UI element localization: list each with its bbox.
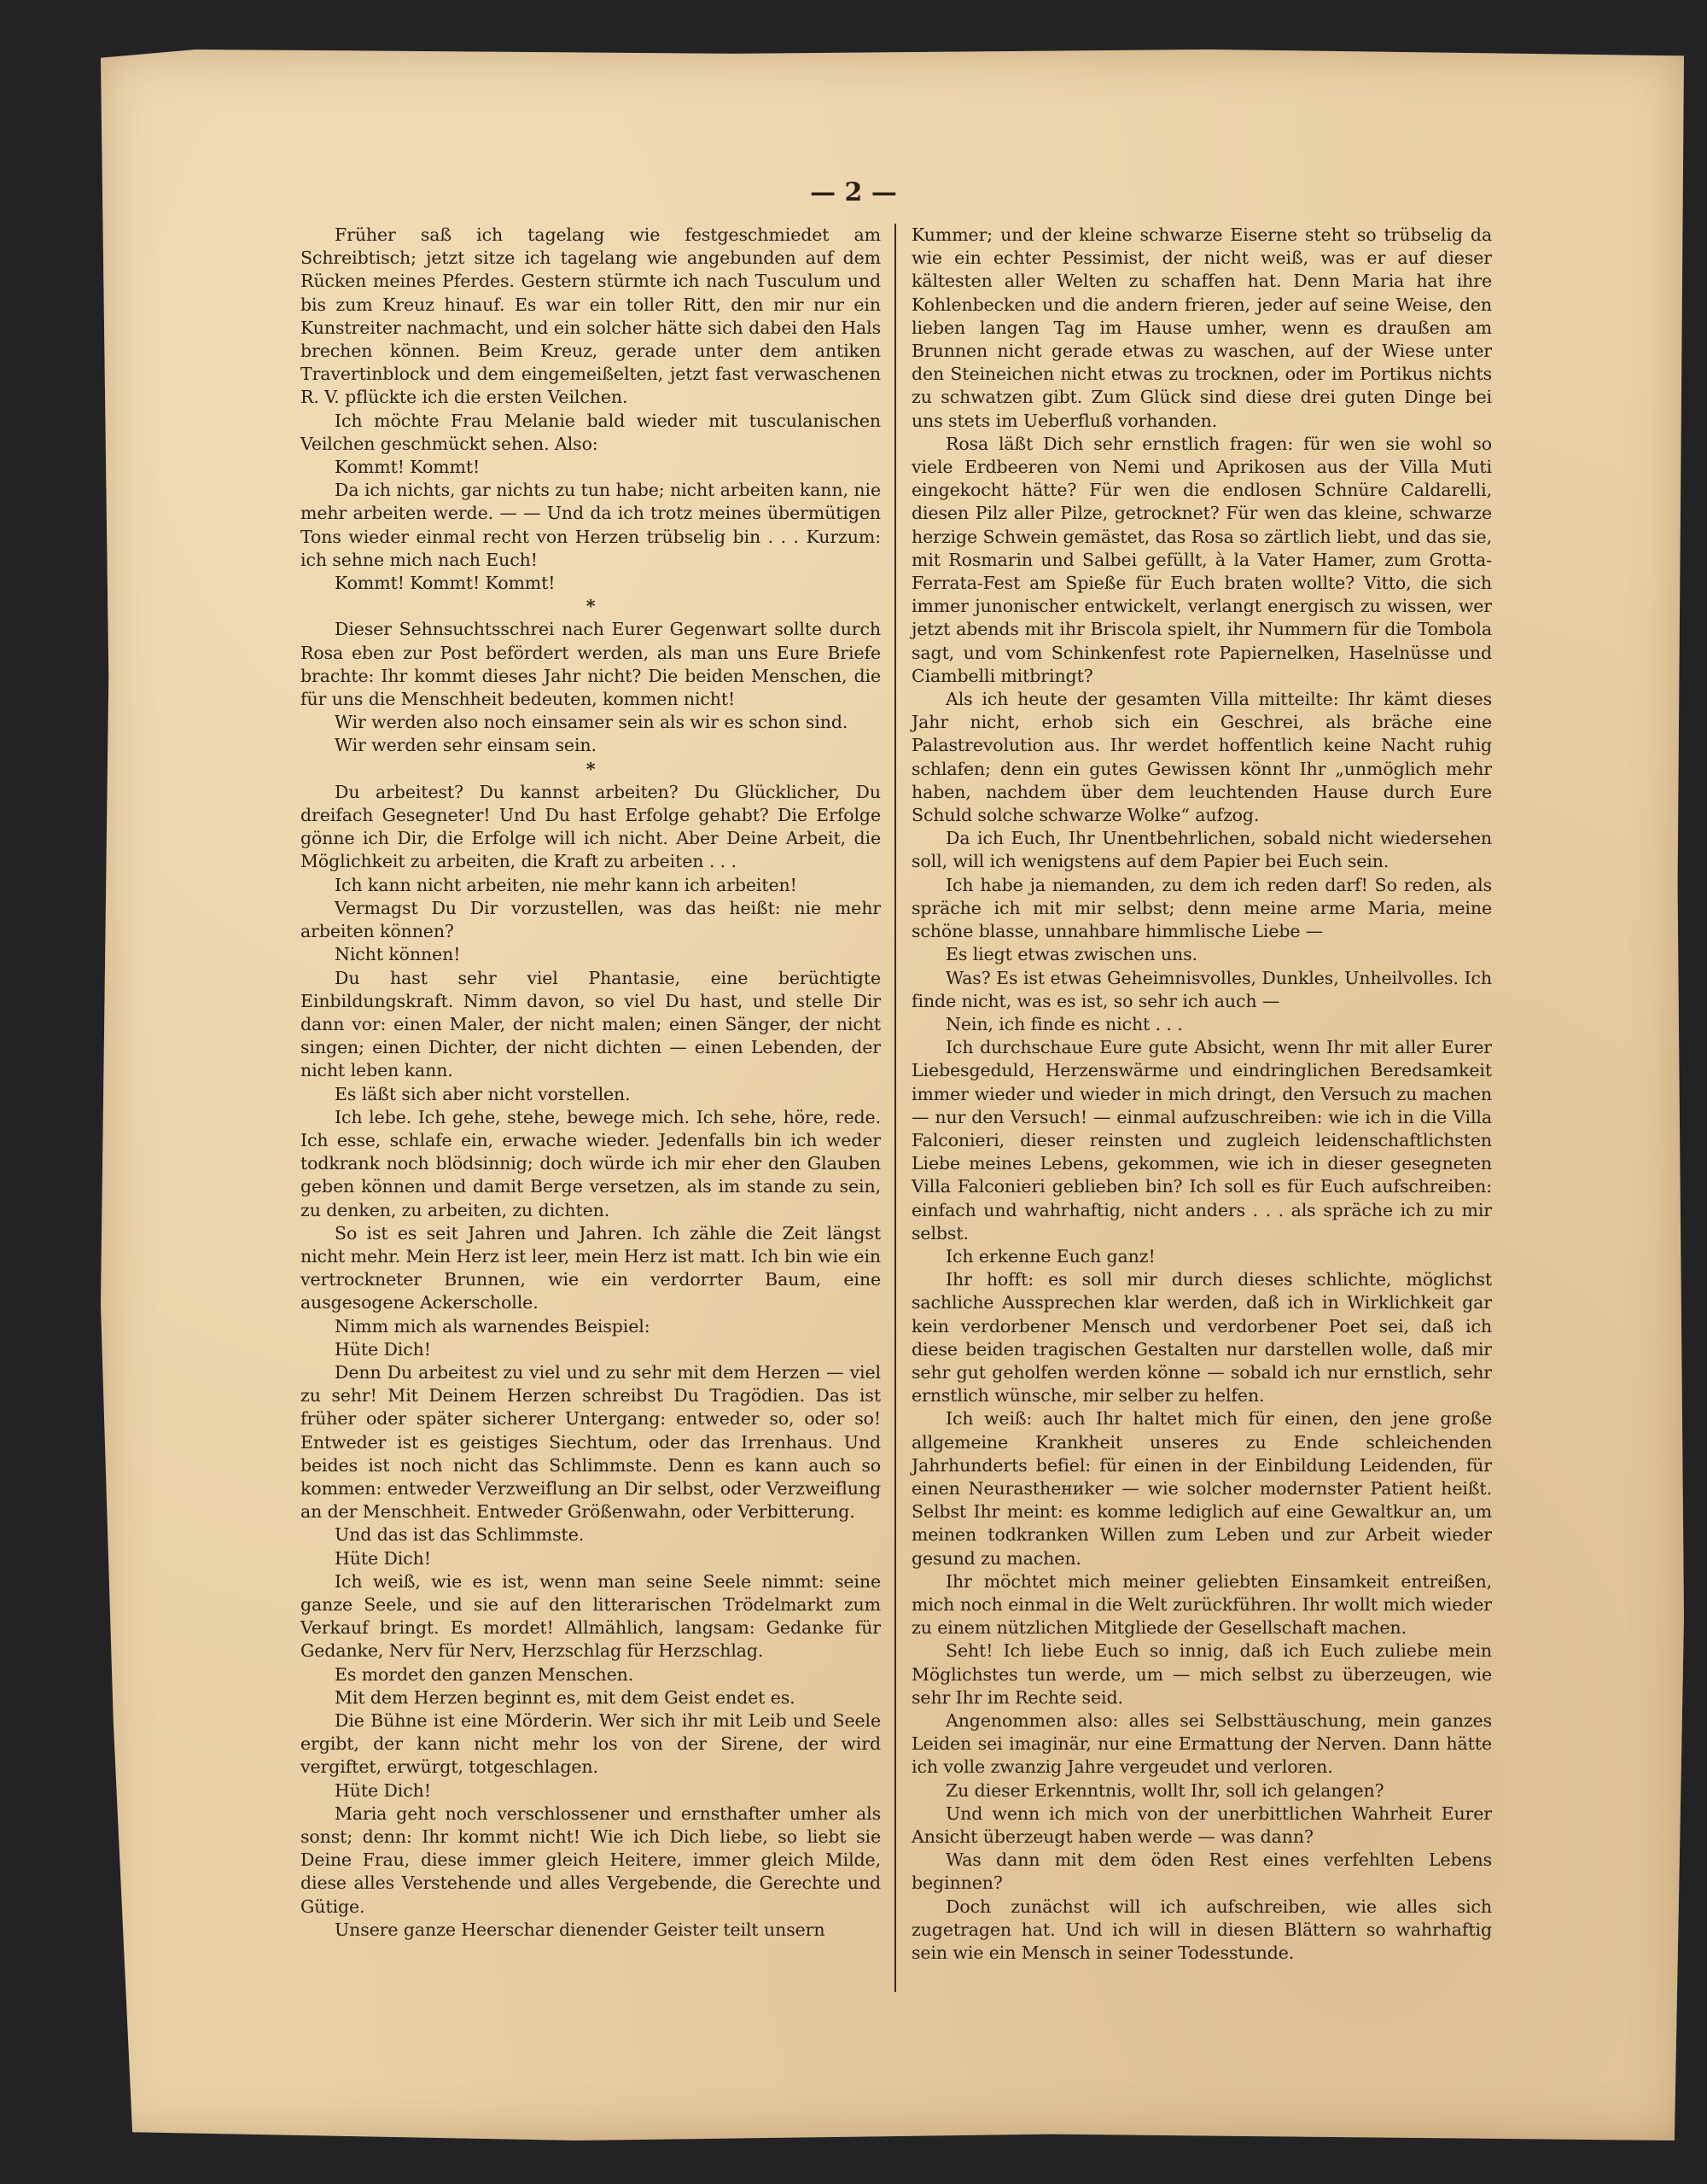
paragraph: Ich kann nicht arbeiten, nie mehr kann ich arbeiten! xyxy=(335,874,797,895)
paragraph: Da ich nichts, gar nichts zu tun habe; nicht arbeiten kann, nie mehr arbeiten werde. — — Und da ich trotz meines übermütigen Tons wieder einmal recht von Herzen trübselig bin . . . Kurzum: ich sehne mich nach Euch! xyxy=(300,480,881,570)
paragraph: Hüte Dich! xyxy=(335,1779,431,1801)
paragraph: Seht! Ich liebe Euch so innig, daß ich Euch zuliebe mein Möglichstes tun werde, um — mich selbst zu überzeugen, wie sehr Ihr im Rechte seid. xyxy=(912,1640,1492,1708)
paragraph: Du arbeitest? Du kannst arbeiten? Du Glücklicher, Du dreifach Gesegneter! Und Du hast Erfolge gehabt? Die Erfolge gönne ich Dir, die Erfolge will ich nicht. Aber Deine Arbeit, die Möglichkeit zu arbeiten, die Kraft zu arbeiten . . . xyxy=(300,781,881,872)
paragraph: Denn Du arbeitest zu viel und zu sehr mit dem Herzen — viel zu sehr! Mit Deinem Herzen schreibst Du Tragödien. Das ist früher oder später sicherer Untergang: entweder so, oder so! Entweder ist es geistiges Siechtum, oder das Irrenhaus. Und beides ist noch nicht das Schlimmste. Denn es kann auch so kommen: entweder Verzweiflung an Dir selbst, oder Verzweiflung an der Menschheit. Entweder Größenwahn, oder Verbitterung. xyxy=(300,1361,881,1523)
paragraph: Ich weiß, wie es ist, wenn man seine Seele nimmt: seine ganze Seele, und sie auf den litterarischen Trödelmarkt zum Verkauf bringt. Es mordet! Allmählich, langsam: Gedanke für Gedanke, Nerv für Nerv, Herzschlag für Herzschlag. xyxy=(300,1570,881,1662)
paragraph: Ich weiß: auch Ihr haltet mich für einen, den jene große allgemeine Krankheit unseres zu Ende schleichenden Jahrhunderts befiel: für einen in der Einbildung Leidenden, für einen Neurasthениker — wie solcher modernster Patient heißt. Selbst Ihr meint: es komme lediglich auf eine Gewaltkur an, um meinen todkranken Willen zum Leben und zur Arbeit wieder gesund zu machen. xyxy=(912,1408,1492,1569)
paragraph: Vermagst Du Dir vorzustellen, was das heißt: nie mehr arbeiten können? xyxy=(300,897,881,942)
paragraph: Hüte Dich! xyxy=(335,1338,431,1360)
paragraph: Nein, ich finde es nicht . . . xyxy=(946,1013,1183,1034)
paragraph: Zu dieser Erkenntnis, wollt Ihr, soll ich gelangen? xyxy=(946,1779,1384,1801)
section-separator: * xyxy=(586,758,596,779)
paragraph: Maria geht noch verschlossener und ernsthafter umher als sonst; denn: Ihr kommt nicht! Wie ich Dich liebe, so liebt sie Deine Frau, diese immer gleich Heitere, immer gleich Milde, diese alles Verstehende und alles Vergebende, die Gerechte und Gütige. xyxy=(300,1803,881,1917)
right-text-column xyxy=(912,224,1492,1965)
paragraph: Es mordet den ganzen Menschen. xyxy=(335,1663,634,1685)
paragraph: Nicht können! xyxy=(335,944,461,965)
page-number: — 2 — xyxy=(810,178,897,207)
section-separator: * xyxy=(586,596,596,617)
paragraph: Die Bühne ist eine Mörderin. Wer sich ihr mit Leib und Seele ergibt, der kann nicht mehr los von der Sirene, der wird vergiftet, erwürgt, totgeschlagen. xyxy=(300,1710,881,1778)
paragraph: Angenommen also: alles sei Selbsttäuschung, mein ganzes Leiden sei imaginär, nur eine Ermattung der Nerven. Dann hätte ich volle zwanzig Jahre vergeudet und verloren. xyxy=(912,1710,1492,1778)
paragraph: Kummer; und der kleine schwarze Eiserne steht so trübselig da wie ein echter Pessimist, der nicht weiß, was er auf dieser kältesten aller Welten zu schaffen hat. Denn Maria hat ihre Kohlenbecken und die andern frieren, jeder auf seine Weise, den lieben langen Tag im Hause umher, wenn es draußen am Brunnen nicht gerade etwas zu waschen, auf der Wiese unter den Steineichen nicht etwas zu trocknen, oder im Portikus nichts zu schwatzen gibt. Zum Glück sind diese drei guten Dinge bei uns stets im Ueberfluß vorhanden. xyxy=(912,224,1492,431)
paragraph: Früher saß ich tagelang wie festgeschmiedet am Schreibtisch; jetzt sitze ich tagelang wie angebunden auf dem Rücken meines Pferdes. Gestern stürmte ich nach Tusculum und bis zum Kreuz hinauf. Es war ein toller Ritt, den mir nur ein Kunstreiter nachmacht, und ein solcher hätte sich dabei den Hals brechen können. Beim Kreuz, gerade unter dem antiken Travertinblock und dem eingemeißelten, jetzt fast verwaschenen R. V. pflückte ich die ersten Veilchen. xyxy=(300,224,881,408)
paragraph: Wir werden also noch einsamer sein als wir es schon sind. xyxy=(335,712,848,733)
paragraph: Wir werden sehr einsam sein. xyxy=(335,735,597,756)
paragraph: Hüte Dich! xyxy=(335,1547,431,1569)
paragraph: Doch zunächst will ich aufschreiben, wie alles sich zugetragen hat. Und ich will in diesen Blättern so wahrhaftig sein wie ein Mensch in seiner Todesstunde. xyxy=(912,1896,1492,1964)
paragraph: Ich durchschaue Eure gute Absicht, wenn Ihr mit aller Eurer Liebesgeduld, Herzenswärme und eindringlichen Beredsamkeit immer wieder und wieder in mich dringt, den Versuch zu machen — nur den Versuch! — einmal aufzuschreiben: wie ich in die Villa Falconieri, dieser reinsten und zugleich leidenschaftlichsten Liebe meines Lebens, gekommen, wie ich in dieser gesegneten Villa Falconieri geblieben bin? Ich soll es für Euch aufschreiben: einfach und wahrhaftig, nicht anders . . . als spräche ich zu mir selbst. xyxy=(912,1037,1492,1243)
paragraph: Was? Es ist etwas Geheimnisvolles, Dunkles, Unheilvolles. Ich finde nicht, was es ist, so sehr ich auch — xyxy=(912,967,1492,1011)
paragraph: Und das ist das Schlimmste. xyxy=(335,1524,585,1546)
paragraph: Mit dem Herzen beginnt es, mit dem Geist endet es. xyxy=(335,1686,795,1708)
paragraph: Ich habe ja niemanden, zu dem ich reden darf! So reden, als spräche ich mit mir selbst; denn meine arme Maria, meine schöne blasse, unnahbare himmlische Liebe — xyxy=(912,874,1492,942)
paragraph: Unsere ganze Heerschar dienender Geister teilt unsern xyxy=(335,1919,825,1940)
paragraph: Und wenn ich mich von der unerbittlichen Wahrheit Eurer Ansicht überzeugt haben werde — was dann? xyxy=(912,1803,1492,1848)
paragraph: Was dann mit dem öden Rest eines verfehlten Lebens beginnen? xyxy=(912,1849,1492,1894)
paragraph: Du hast sehr viel Phantasie, eine berüchtigte Einbildungskraft. Nimm davon, so viel Du hast, und stelle Dir dann vor: einen Maler, der nicht malen; einen Sänger, der nicht singen; einen Dichter, der nicht dichten — einen Lebenden, der nicht leben kann. xyxy=(300,967,881,1081)
paragraph: Kommt! Kommt! Kommt! xyxy=(335,573,556,594)
paragraph: Dieser Sehnsuchtsschrei nach Eurer Gegenwart sollte durch Rosa eben zur Post befördert werden, als man uns Eure Briefe brachte: Ihr kommt dieses Jahr nicht? Die beiden Menschen, die für uns die Menschheit bedeuten, kommen nicht! xyxy=(300,619,881,710)
paragraph: Ihr möchtet mich meiner geliebten Einsamkeit entreißen, mich noch einmal in die Welt zurückführen. Ihr wollt mich wieder zu einem nützlichen Mitgliede der Gesellschaft machen. xyxy=(912,1570,1492,1639)
paragraph: Als ich heute der gesamten Villa mitteilte: Ihr kämt dieses Jahr nicht, erhob sich ein Geschrei, als bräche eine Palastrevolution aus. Ihr werdet hoffentlich keine Nacht ruhig schlafen; denn ein gutes Gewissen könnt Ihr „unmöglich mehr haben, nachdem über dem leuchtenden Hause durch Eure Schuld solche schwarze Wolke“ aufzog. xyxy=(912,689,1492,826)
paragraph: Nimm mich als warnendes Beispiel: xyxy=(335,1315,650,1337)
paragraph: So ist es seit Jahren und Jahren. Ich zähle die Zeit längst nicht mehr. Mein Herz ist leer, mein Herz ist matt. Ich bin wie ein vertrockneter Brunnen, wie ein verdorrter Baum, eine ausgesogene Ackerscholle. xyxy=(300,1222,881,1313)
paragraph: Ich möchte Frau Melanie bald wieder mit tusculanischen Veilchen geschmückt sehen. Also: xyxy=(300,410,881,454)
paragraph: Ich lebe. Ich gehe, stehe, bewege mich. Ich sehe, höre, rede. Ich esse, schlafe ein, erwache wieder. Jedenfalls bin ich weder todkrank noch blödsinnig; doch würde ich mir eher den Glauben geben können und damit Berge versetzen, als im stande zu sein, zu denken, zu arbeiten, zu dichten. xyxy=(300,1106,881,1220)
paragraph: Ich erkenne Euch ganz! xyxy=(946,1245,1156,1267)
left-text-column xyxy=(300,224,881,1942)
paragraph: Rosa läßt Dich sehr ernstlich fragen: für wen sie wohl so viele Erdbeeren von Nemi und Aprikosen aus der Villa Muti eingekocht hätte? Für wen die endlosen Schnüre Caldarelli, diesen Pilz aller Pilze, getrocknet? Für wen das kleine, schwarze herzige Schwein gemästet, das Rosa so zärtlich liebt, und das sie, mit Rosmarin und Salbei gefüllt, à la Vater Hamer, zum Grotta-Ferrata-Fest am Spieße für Euch braten wollte? Vitto, die sich immer junonischer entwickelt, verlangt energisch zu wissen, wer jetzt abends mit ihr Briscola spielt, ihr Nummern für die Tombola sagt, und vom Schinkenfest rote Papiernelken, Haselnüsse und Ciambelli mitbringt? xyxy=(912,433,1492,686)
paragraph: Ihr hofft: es soll mir durch dieses schlichte, möglichst sachliche Aussprechen klar werden, daß ich in Wirklichkeit gar kein verdorbener Mensch und verdorbener Poet sei, daß ich diese beiden tragischen Gestalten nur darstellen wolle, daß mir sehr gut geholfen werden könne — sobald ich nur ernstlich, sehr ernstlich wünsche, mir selber zu helfen. xyxy=(912,1269,1492,1406)
column-divider xyxy=(894,224,896,1992)
paragraph: Es läßt sich aber nicht vorstellen. xyxy=(335,1083,631,1104)
paragraph: Kommt! Kommt! xyxy=(335,457,481,478)
paragraph: Da ich Euch, Ihr Unentbehrlichen, sobald nicht wiedersehen soll, will ich wenigstens auf dem Papier bei Euch sein. xyxy=(912,828,1492,872)
paragraph: Es liegt etwas zwischen uns. xyxy=(946,944,1197,965)
